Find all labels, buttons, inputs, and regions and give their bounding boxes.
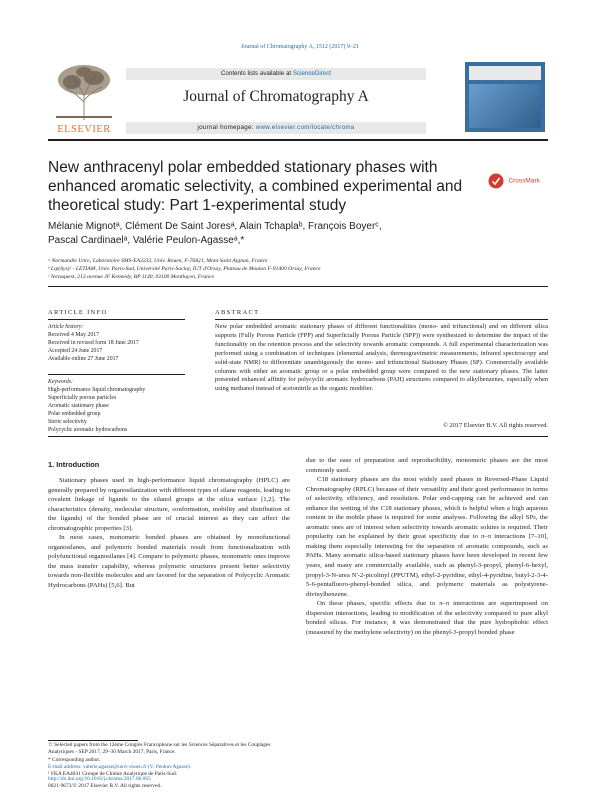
keywords-rule (48, 374, 185, 375)
history-item: Received in revised form 18 June 2017 (48, 340, 139, 346)
article-history (48, 323, 188, 363)
abstract-rule (215, 319, 548, 320)
footnote: * Corresponding author. (48, 756, 101, 763)
keyword-item: Steric selectivity (48, 419, 87, 425)
section-heading-introduction: 1. Introduction (48, 460, 100, 469)
journal-cover-thumbnail (465, 62, 545, 132)
history-item: Available online 27 June 2017 (48, 356, 119, 362)
keywords-heading: Keywords: (48, 379, 73, 385)
abstract-heading: ABSTRACT (215, 309, 260, 316)
header-divider (48, 139, 548, 141)
affiliation-a: ᵃ Normandie Univ., Laboratoire SMS-EA3233, Univ. Rouen, F-76821, Mont Saint Aignan, France (48, 258, 268, 264)
sciencedirect-link[interactable]: ScienceDirect (292, 70, 332, 77)
contents-prefix: Contents lists available at (220, 70, 293, 77)
affiliation-c: ᶜ Novaquest, 213 avenue JF Kennedy, BP 1140, 03100 Montluçon, France (48, 274, 214, 280)
author-list (48, 220, 548, 248)
footnote: ¹ FKA EA4041 Groupe de Chimie Analytique de Paris-Sud. (48, 771, 178, 778)
journal-homepage-bar (126, 122, 426, 134)
affiliation-b: ᵇ Lip(Sys)² - LETIAM, Univ. Paris-Sud, Université Paris-Saclay, IUT d'Orsay, Plateau de Moulon F-91400 Orsay, France (48, 266, 321, 272)
contents-list-bar (126, 68, 426, 80)
footnote: ☆ Selected papers from the 12ème Congrès Francophone sur les Sciences Séparatives et les Couplages Analytiques - SEP 2017, 29–30 March 2017, Paris, France. (48, 742, 271, 756)
elsevier-tree-logo (48, 62, 120, 132)
copyright-notice: © 2017 Elsevier B.V. All rights reserved. (442, 422, 548, 429)
body-paragraph: due to the ease of preparation and reproducibility, monomeric phases are the most commonly used. (306, 457, 548, 474)
abstract-bottom-rule (48, 436, 548, 437)
keyword-item: Polycyclic aromatic hydrocarbons (48, 427, 128, 433)
homepage-prefix: journal homepage: (197, 124, 256, 131)
keyword-item: High-performance liquid chromatography (48, 387, 146, 393)
history-item: Received 4 May 2017 (48, 332, 100, 338)
affiliations (48, 257, 548, 281)
authors-line-2: Pascal Cardinaelᵃ, Valérie Peulon-Agasseᵃ,* (48, 235, 245, 246)
footnotes (48, 742, 296, 778)
publisher-wordmark: ELSEVIER (57, 124, 111, 135)
footnote-email[interactable]: E-mail address: valerie.agasse@univ-rouen.fr (V. Peulon-Agasse). (48, 763, 192, 770)
footnote-rule (48, 740, 138, 741)
keywords (48, 378, 188, 434)
crossmark-badge[interactable] (488, 172, 550, 188)
title-divider (48, 286, 548, 287)
body-paragraph: Stationary phases used in high-performance liquid chromatography (HPLC) are generally prepared by organosilanization with different types of silane reagents, leading to covalent linkage of ligands to the silanol groups at the silica surface [1,2]. The characteristics (density, molecular structure, conformation, mobility and distribution of the ligands) of the bonded phase are of crucial interest as they can affect the chromatographic properties [3]. (48, 477, 290, 532)
article-info-rule (48, 319, 185, 320)
body-paragraph: On these phases, specific effects due to π–π interactions are superimposed on dispersion interactions, leading to modification of the selectivity compared to pure alkyl bonded silicas. For instance, it was demonstrated that the pure hydrophobic effect (measured by the methylene selectivity) on the phenyl-3-propyl bonded phase (306, 600, 548, 636)
journal-citation[interactable]: Journal of Chromatography A, 1512 (2017) 9–21 (241, 44, 359, 50)
history-item: Accepted 24 June 2017 (48, 348, 103, 354)
issn-line: 0021-9673/© 2017 Elsevier B.V. All rights reserved. (48, 783, 162, 790)
article-title: New anthracenyl polar embedded stationary phases with enhanced aromatic selectivity, a combined experimental and theoretical study: Part 1-experimental study (48, 159, 463, 214)
body-column-left (48, 476, 290, 591)
journal-title: Journal of Chromatography A (183, 88, 369, 105)
body-column-right (306, 456, 548, 637)
homepage-link[interactable]: www.elsevier.com/locate/chroma (255, 124, 355, 131)
history-heading: Article history: (48, 324, 84, 330)
crossmark-icon (488, 173, 504, 189)
doi-block (48, 776, 308, 790)
authors-line-1: Mélanie Mignotᵃ, Clément De Saint Joresᵃ, Alain Tchaplaᵇ, François Boyerᶜ, (48, 221, 382, 232)
crossmark-label: CrossMark (508, 177, 540, 185)
body-paragraph: In most cases, monomeric bonded phases are obtained by monofunctional organosilanes, and polymeric bonded materials result from functionalization with polyfunctional organosilanes [4]. Compare to polymeric phases, monomeric ones improve the mass transfer capability, whereas polymeric structures present better selectivity towards non-flexible molecules and are favored for the separation of Polycyclic Aromatic Hydrocarbons (PAHs) [5,6]. But (48, 534, 290, 590)
article-info-heading: ARTICLE INFO (48, 309, 108, 316)
body-paragraph: C18 stationary phases are the most widely used phases in Reversed-Phase Liquid Chromatography (RPLC) because of their versatility and their good performance in terms of selectivity, efficiency, and resolution. Polar end-capping can be achieved and can enhance the wetting of the C18 stationary phases, which is helpful when a high aqueous content in the mobile phase is required for some analyses. Following the alkyl SPs, the aromatic ones are of interest when selectivity towards aromatic solutes is required. Their popularity can be explained by their great specificity due to π–π interactions [7–10], making them especially interesting for the separation of aromatic compounds, such as PAHs. Many aromatic silica-based stationary phases have been developed in recent few years, and many are commercially available, such as phenyl-3-propyl, phenyl-6-hexyl, propyl-3-N-urea N'-2-picolinyl (PPUTM), ethyl-2-pyridine, ethyl-4-pyridine, butyl-2-3-4-5-6-pentafluoro-phenyl-bonded silica, and polymeric materials as polystyrene-divinylbenzene. (306, 476, 548, 598)
keyword-item: Superficially porous particles (48, 395, 117, 401)
abstract-text: New polar embedded aromatic stationary phases of different functionalities (mono- and trifunctional) and on different silica supports (Fully Porous Particle (FPP) and Superficially Porous Particle (SPP)) were synthesized to determine the impact of the functionality on the retention process and the selectivity towards aromatic compounds. A full experimental characterization was performed using a combination of techniques (elemental analysis, thermogravimetric measurements, infrared spectroscopy and solid-state NMR) to differentiate unambiguously the mono- and trifunctional Stationary Phases (SP). Commercially available columns with either an aromatic group or a polar embedded group were compared to the new stationary phases. The latter presented enhanced affinity for polycyclic aromatic hydrocarbons (PAH) structures compared to alkylbenzenes, especially when using methanol instead of acetonitrile as the organic modifier. (215, 323, 548, 393)
keyword-item: Aromatic stationary phase (48, 403, 109, 409)
keyword-item: Polar embedded group (48, 411, 101, 417)
doi-link[interactable]: http://dx.doi.org/10.1016/j.chroma.2017.06.065 (48, 776, 151, 782)
